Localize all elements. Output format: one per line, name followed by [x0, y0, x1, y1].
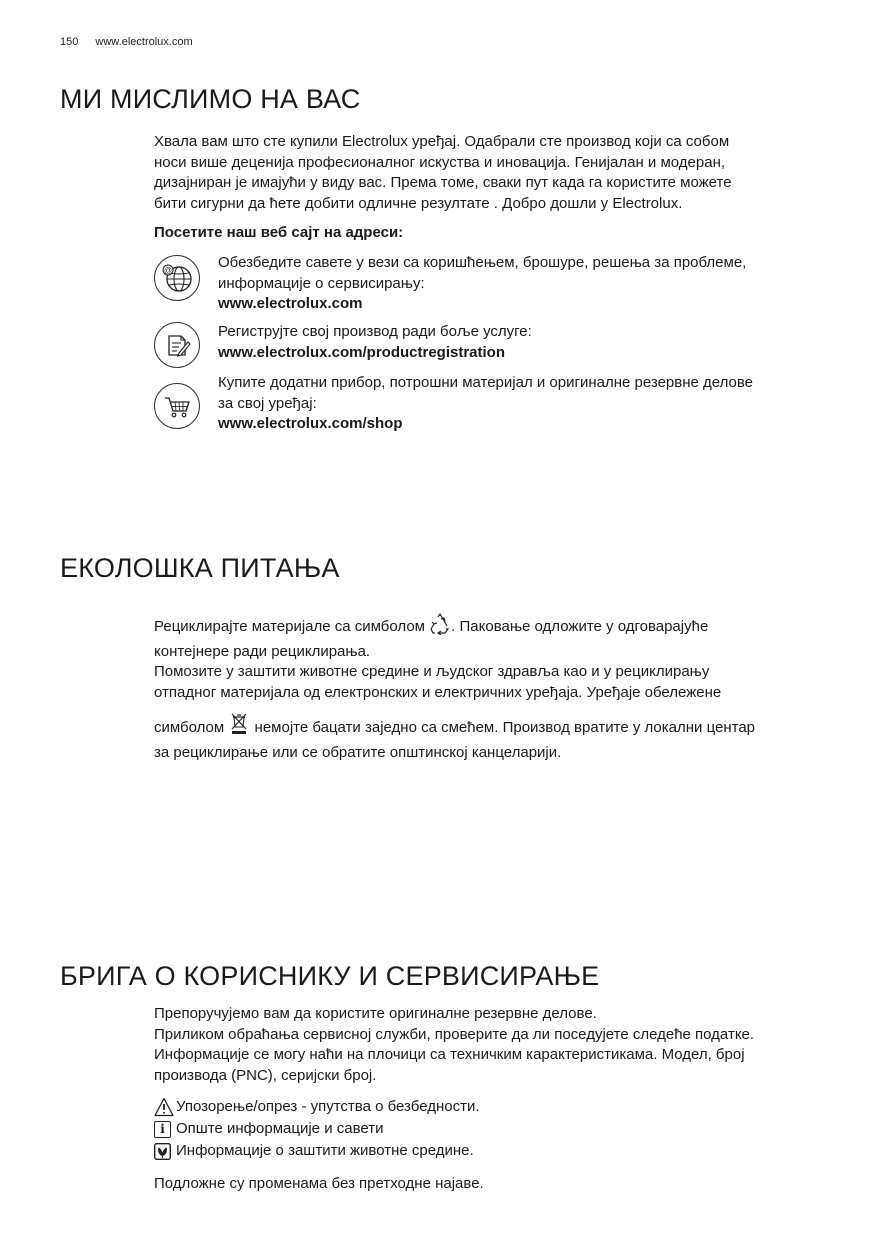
shopping-cart-icon: [154, 383, 200, 429]
care-line: Информације се могу наћи на плочици са техничким карактеристикама. Модел, број: [154, 1046, 745, 1063]
warning-icon: [154, 1097, 176, 1117]
intro-paragraph: [154, 132, 834, 214]
care-line: Препоручујемо вам да користите оригиналне резервне делове.: [154, 1005, 597, 1022]
env-line-text: Рециклирајте материјале са симболом: [154, 618, 425, 635]
visit-item-support: [154, 253, 834, 315]
link-product-registration[interactable]: www.electrolux.com/productregistration: [218, 343, 505, 361]
care-line: Приликом обраћања сервисној служби, проверите да ли поседујете следеће податке.: [154, 1025, 755, 1043]
visit-item-line: Купите додатни прибор, потрошни материјал и оригиналне резервне делове: [218, 374, 754, 391]
intro-line: бити сигурни да ћете добити одличне резултате . Добро дошли у Electrolux.: [154, 194, 683, 212]
registration-icon: [154, 322, 200, 368]
visit-heading: Посетите наш веб сајт на адреси:: [154, 224, 404, 241]
legend-item-environment: [154, 1140, 834, 1162]
env-line-text: немојте бацати заједно са смећем. Производ вратите у локални центар: [250, 719, 756, 736]
visit-item-line: Региструјте свој производ ради боље услуге:: [218, 323, 532, 340]
env-line: Помозите у заштити животне средине и људског здравља као и у рециклирању: [154, 663, 710, 680]
page-number: 150: [60, 36, 79, 48]
visit-item-line: за свој уређај:: [218, 394, 317, 412]
visit-item-shop: [154, 373, 834, 435]
recycle-icon: [429, 613, 451, 642]
info-symbol: i: [154, 1121, 171, 1138]
env-line-text: . Паковање одложите у одговарајуће: [451, 618, 709, 635]
care-line: производа (PNC), серијски број.: [154, 1066, 377, 1084]
legend-item-warning: [154, 1096, 834, 1118]
env-line-text: симболом: [154, 719, 225, 736]
legend-text: Опште информације и савети: [176, 1120, 384, 1137]
section-title-environmental: ЕКОЛОШКА ПИТАЊА: [60, 553, 340, 583]
environment-icon: [154, 1143, 176, 1160]
visit-item-registration: [154, 322, 834, 368]
visit-item-line: Обезбедите савете у вези са коришћењем, брошуре, решења за проблеме,: [218, 254, 747, 271]
env-line: за рециклирање или се обратите општинској канцеларији.: [154, 743, 562, 761]
info-icon: [154, 1121, 176, 1138]
environment-paragraph: [154, 613, 834, 763]
env-line: [154, 613, 834, 642]
legend-text: Упозорење/опрез - упутства о безбедности.: [176, 1098, 480, 1115]
link-electrolux-home[interactable]: www.electrolux.com: [218, 295, 363, 312]
env-line: отпадног материјала од електронских и електричних уређаја. Уређаје обележене: [154, 683, 722, 701]
env-line: контејнере ради рециклирања.: [154, 642, 371, 660]
legend-item-info: [154, 1118, 834, 1140]
customer-care-paragraph: [154, 1004, 834, 1086]
footer-note: Подложне су променама без претходне најаве.: [154, 1175, 484, 1192]
header-website[interactable]: www.electrolux.com: [95, 36, 193, 48]
intro-line: носи више деценија професионалног искуства и иновација. Генијалан и модеран,: [154, 153, 726, 171]
link-electrolux-shop[interactable]: www.electrolux.com/shop: [218, 415, 403, 432]
section-title-customer-care: БРИГА О КОРИСНИКУ И СЕРВИСИРАЊЕ: [60, 961, 600, 991]
symbol-legend: [154, 1096, 834, 1195]
legend-text: Информације о заштити животне средине.: [176, 1142, 474, 1159]
visit-item-line: информације о сервисирању:: [218, 274, 425, 292]
env-line: [154, 712, 834, 743]
intro-line: Хвала вам што сте купили Electrolux уређај. Одабрали сте производ који са собом: [154, 133, 730, 150]
globe-icon: [154, 255, 200, 301]
page-header: [60, 36, 207, 48]
svg-text:@: @: [163, 266, 173, 275]
section-title-we-think-of-you: МИ МИСЛИМО НА ВАС: [60, 84, 361, 114]
crossed-bin-icon: [228, 712, 250, 743]
intro-line: дизајниран је имајући у виду вас. Према томе, сваки пут када га користите можете: [154, 174, 732, 191]
